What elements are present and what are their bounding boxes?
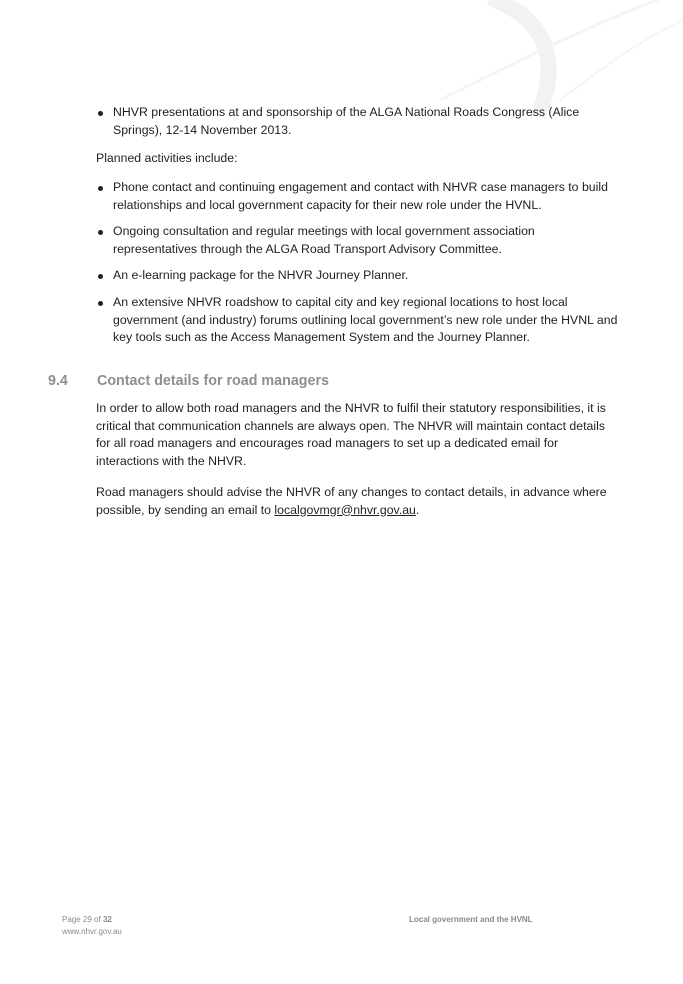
section-paragraph-1: In order to allow both road managers and the NHVR to fulfil their statutory responsibilities, it is critical that communication channels are always open. The NHVR will maintain contact details for all road managers and encourages road managers to set up a dedicated email for interactions with the NHVR. [96,401,606,468]
list-item: Phone contact and continuing engagement and contact with NHVR case managers to build relationships and local government capacity for their new role under the HVNL. [96,179,618,214]
list-item: An extensive NHVR roadshow to capital city and key regional locations to host local government (and industry) forums outlining local government’s new role under the HVNL and key tools such as the Access Management System and the Journey Planner. [96,294,618,347]
planned-activities-list [96,179,618,347]
footer-page-of: of [91,915,103,924]
paragraph-text: Road managers should advise the NHVR of any changes to contact details, in advance where possible, by sending an email to [96,485,607,517]
list-item: Ongoing consultation and regular meetings with local government association representatives through the ALGA Road Transport Advisory Committee. [96,223,618,258]
email-link[interactable]: localgovmgr@nhvr.gov.au [274,502,416,517]
planned-activities-intro: Planned activities include: [96,151,238,165]
footer-page-label: Page 29 [62,915,92,924]
list-item: NHVR presentations at and sponsorship of the ALGA National Roads Congress (Alice Springs), 12-14 November 2013. [96,104,618,139]
top-bullet-list [96,104,618,139]
footer-website [62,926,122,937]
section-heading [48,371,608,391]
paragraph-end: . [415,502,420,517]
section-title: Contact details for road managers [97,373,329,389]
footer-document-title: Local government and the HVNL [409,915,533,924]
footer-website-text: www.nhvr.gov.au [62,927,122,936]
footer-page-total: 32 [102,915,112,924]
list-item: An e-learning package for the NHVR Journey Planner. [96,267,618,285]
footer-page-info [62,914,112,925]
section-number: 9.4 [48,373,68,389]
section-paragraph-2 [96,484,618,519]
